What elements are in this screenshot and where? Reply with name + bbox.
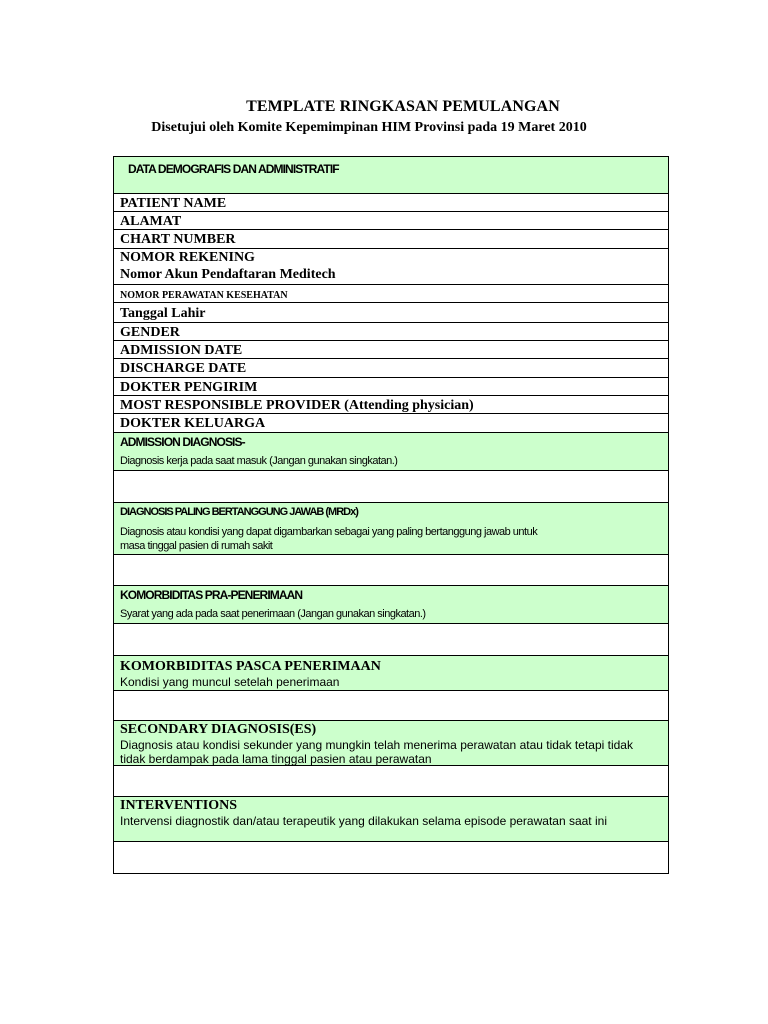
field-label: Tanggal Lahir (120, 306, 206, 321)
section-title: KOMORBIDITAS PRA-PENERIMAAN (120, 588, 303, 602)
field-label: GENDER (120, 325, 180, 340)
field-gender[interactable] (114, 323, 668, 341)
pre-admission-comorbidity-header (114, 586, 668, 624)
mrdx-header (114, 503, 668, 555)
field-admission-date[interactable] (114, 341, 668, 359)
section-title: INTERVENTIONS (120, 798, 237, 813)
section-title: KOMORBIDITAS PASCA PENERIMAAN (120, 659, 381, 674)
field-chart-number[interactable] (114, 230, 668, 249)
admission-diagnosis-header (114, 433, 668, 471)
demographic-section-header (114, 157, 668, 194)
post-admission-comorbidity-header (114, 656, 668, 691)
interventions-input[interactable] (114, 842, 668, 874)
field-dokter-pengirim[interactable] (114, 378, 668, 396)
field-discharge-date[interactable] (114, 359, 668, 378)
field-label: NOMOR REKENING (120, 250, 255, 265)
section-title: ADMISSION DIAGNOSIS- (120, 435, 245, 449)
admission-diagnosis-input[interactable] (114, 471, 668, 503)
section-title: DIAGNOSIS PALING BERTANGGUNG JAWAB (MRDx) (120, 506, 358, 518)
field-label: PATIENT NAME (120, 196, 227, 211)
page-title: TEMPLATE RINGKASAN PEMULANGAN (246, 98, 560, 115)
field-label: DOKTER KELUARGA (120, 416, 266, 431)
section-description-line-2: tidak berdampak pada lama tinggal pasien atau perawatan (120, 752, 432, 766)
secondary-diagnoses-header (114, 721, 668, 766)
discharge-summary-form (113, 156, 669, 874)
field-alamat[interactable] (114, 212, 668, 230)
field-most-responsible-provider[interactable] (114, 396, 668, 414)
interventions-header (114, 797, 668, 842)
field-label: ALAMAT (120, 214, 182, 229)
field-label: NOMOR PERAWATAN KESEHATAN (120, 290, 288, 301)
field-tanggal-lahir[interactable] (114, 303, 668, 323)
section-description-line-1: Diagnosis atau kondisi sekunder yang mungkin telah menerima perawatan atau tidak tetapi tidak (120, 738, 633, 752)
field-nomor-perawatan[interactable] (114, 285, 668, 303)
field-label: CHART NUMBER (120, 232, 236, 247)
section-title: SECONDARY DIAGNOSIS(ES) (120, 722, 317, 737)
page-subtitle: Disetujui oleh Komite Kepemimpinan HIM Provinsi pada 19 Maret 2010 (151, 120, 587, 135)
secondary-diagnoses-input[interactable] (114, 766, 668, 797)
field-dokter-keluarga[interactable] (114, 414, 668, 433)
field-label: DOKTER PENGIRIM (120, 380, 258, 395)
section-description-line-2: masa tinggal pasien di rumah sakit (120, 540, 273, 552)
section-description: Syarat yang ada pada saat penerimaan (Jangan gunakan singkatan.) (120, 608, 426, 620)
section-description-line-1: Diagnosis atau kondisi yang dapat digambarkan sebagai yang paling bertanggung jawab untuk (120, 526, 538, 538)
field-label: ADMISSION DATE (120, 343, 243, 358)
field-patient-name[interactable] (114, 194, 668, 212)
section-description: Diagnosis kerja pada saat masuk (Jangan gunakan singkatan.) (120, 455, 398, 467)
demographic-section-title: DATA DEMOGRAFIS DAN ADMINISTRATIF (128, 162, 339, 176)
post-admission-comorbidity-input[interactable] (114, 691, 668, 721)
mrdx-input[interactable] (114, 555, 668, 586)
field-label: MOST RESPONSIBLE PROVIDER (Attending physician) (120, 398, 474, 413)
field-label: DISCHARGE DATE (120, 361, 247, 376)
field-nomor-rekening[interactable] (114, 249, 668, 285)
field-sublabel: Nomor Akun Pendaftaran Meditech (120, 267, 336, 282)
pre-admission-comorbidity-input[interactable] (114, 624, 668, 656)
section-description: Intervensi diagnostik dan/atau terapeutik yang dilakukan selama episode perawatan saat ini (120, 814, 607, 828)
section-description: Kondisi yang muncul setelah penerimaan (120, 675, 340, 689)
